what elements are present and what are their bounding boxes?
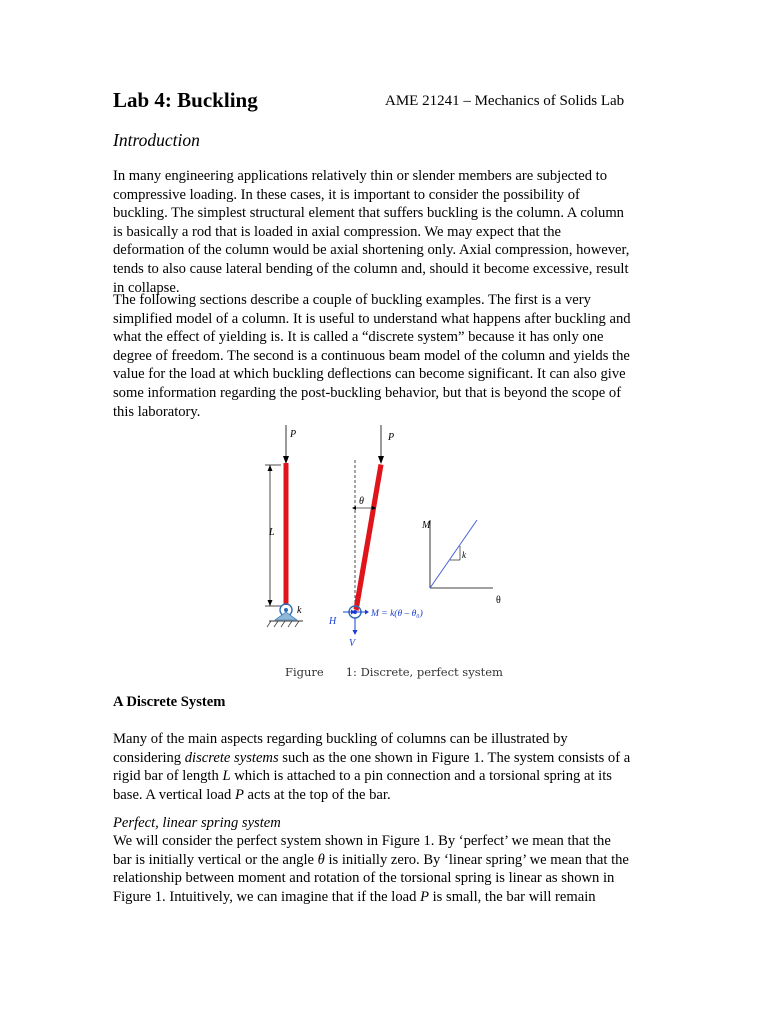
pin-support-left [275,612,297,620]
load-arrowhead-right [378,456,384,464]
section-heading-discrete: A Discrete System [113,694,226,710]
section-heading-introduction: Introduction [113,130,200,150]
figure-caption [285,665,503,679]
moment-rotation-graph [421,520,501,606]
emphasis-discrete-systems: discrete systems [184,749,279,766]
spring-label-left: k [297,605,302,616]
reaction-v-label: V [349,638,356,649]
course-name: AME 21241 – Mechanics of Solids Lab [385,93,625,109]
load-label-right: P [388,432,395,443]
document-title: Lab 4: Buckling [113,88,258,112]
figure-caption-text: 1: Discrete, perfect system [345,665,503,679]
graph-linear-line [430,520,477,588]
load-arrowhead-left [283,456,289,464]
graph-x-label: θ [496,595,501,606]
column-undeflected [265,425,303,627]
figure-caption-label: Figure [285,665,324,679]
figure-discrete-system [255,420,515,660]
title-row [113,88,653,120]
load-label-left: P [290,429,297,440]
intro-paragraph-2: The following sections describe a couple of buckling examples. The first is a very simplified model of a column. It is useful to understand what happens after buckling and what the effect of yielding is. It is called a “discrete system” because it has only one degree of freedom. The second is a continuous beam model of the column and yields the value for the load at which buckling deflections can become significant. It can also give some information regarding the post-buckling behavior, but that is beyond the scope of this laboratory. [113,292,631,420]
moment-equation: M = k(θ – θ₀) [371,609,423,619]
graph-y-label: M [422,520,431,531]
length-label: L [269,527,275,538]
reaction-h-label: H [329,616,337,627]
theta-label: θ [359,496,364,507]
perfect-paragraph: We will consider the perfect system shown in Figure 1. By ‘perfect’ we mean that the bar is initially vertical or the angle θ is initially zero. By ‘linear spring’ we mean that the relationship between moment and rotation of the torsional spring is linear as shown in Figure 1. Intuitively, we can imagine that if the load P is small, the bar will remain [113,833,629,905]
subsection-heading-perfect: Perfect, linear spring system [113,815,281,831]
pin-left [284,608,288,612]
slope-label: k [462,550,466,560]
discrete-paragraph: Many of the main aspects regarding buckling of columns can be illustrated by considering discrete systems such as the one shown in Figure 1. The system consists of a rigid bar of length L which is attached to a pin connection and a torsional spring at its base. A vertical load P acts at the top of the bar. [113,731,631,803]
column-deflected [328,425,423,649]
rigid-bar-left [284,463,289,605]
rigid-bar-deflected [354,464,384,611]
intro-paragraph-1: In many engineering applications relatively thin or slender members are subjected to compressive loading. In these cases, it is important to consider the possibility of buckling. The simplest structural element that suffers buckling is the column. A column is basically a rod that is loaded in axial compression. We may expect that the deformation of the column would be axial shortening only. Axial compression, however, tends to also cause lateral bending of the column and, should it become excessive, result in collapse. [113,168,630,296]
